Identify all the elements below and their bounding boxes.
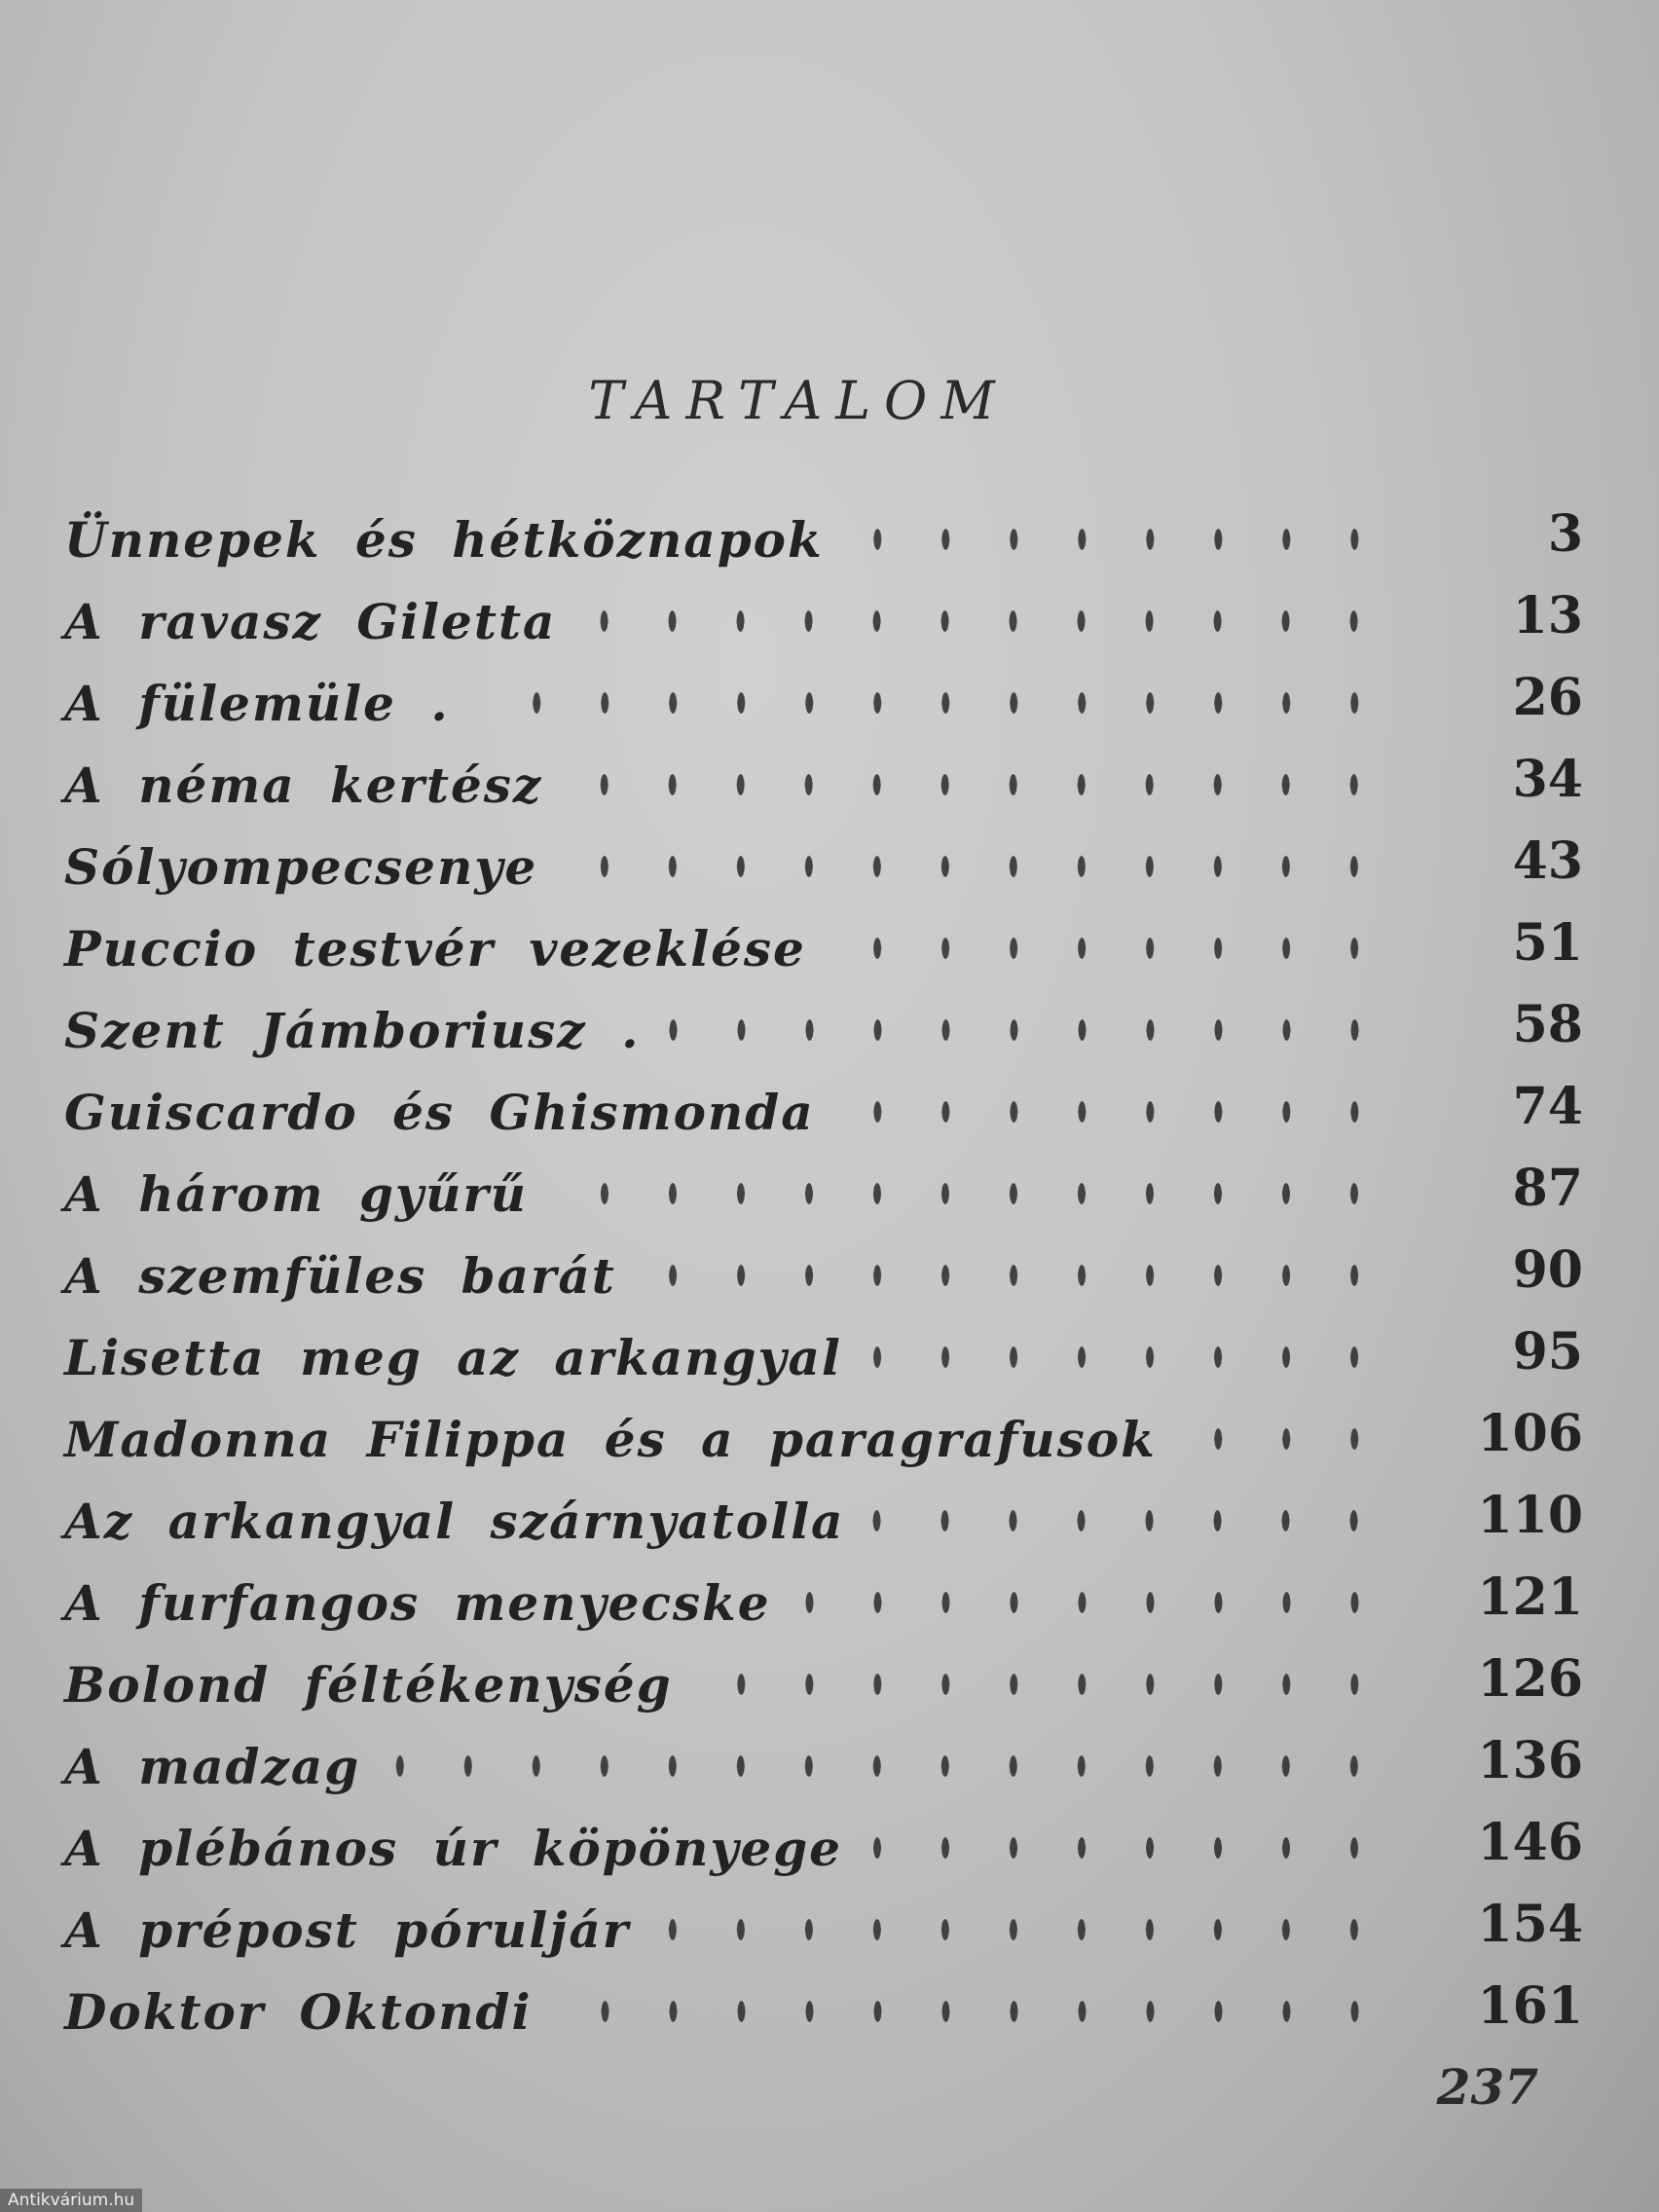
entry-page-number: 121	[1477, 1567, 1583, 1627]
entry-page-number: 74	[1512, 1077, 1583, 1136]
toc-entry	[64, 1889, 1583, 1971]
entry-title: Puccio testvér vezeklése	[64, 919, 806, 977]
entry-title: Ünnepek és hétköznapok	[64, 510, 824, 569]
entry-page-number: 3	[1547, 504, 1583, 564]
dot-leader	[696, 1669, 1388, 1700]
entry-title: A ravasz Giletta	[64, 592, 557, 650]
toc-entry	[64, 989, 1583, 1071]
dot-leader	[640, 1260, 1388, 1291]
page-title: TARTALOM	[588, 370, 1009, 431]
entry-page-number: 126	[1477, 1649, 1583, 1709]
dot-leader	[867, 1505, 1388, 1536]
entry-page-number: 90	[1512, 1240, 1583, 1300]
entry-title: A három gyűrű	[64, 1164, 529, 1223]
dot-leader	[794, 1587, 1388, 1618]
dot-leader	[561, 851, 1388, 882]
entry-title: Doktor Oktondi	[64, 1982, 533, 2041]
entry-title: A néma kertész	[64, 756, 543, 814]
toc-entry	[64, 498, 1583, 580]
toc-entry	[64, 1971, 1583, 2052]
entry-title: A szemfüles barát	[64, 1246, 616, 1305]
toc-entry	[64, 1807, 1583, 1889]
entry-title: Sólyompecsenye	[64, 837, 538, 896]
dot-leader	[556, 1996, 1389, 2027]
page-number: 237	[1436, 2058, 1538, 2116]
entry-page-number: 161	[1477, 1976, 1583, 2036]
entry-title: Guiscardo és Ghismonda	[64, 1083, 815, 1141]
table-of-contents	[64, 498, 1583, 2052]
entry-page-number: 110	[1477, 1486, 1583, 1545]
toc-entry	[64, 1071, 1583, 1153]
entry-page-number: 34	[1512, 750, 1583, 809]
entry-title: Az arkangyal szárnyatolla	[64, 1492, 845, 1550]
entry-page-number: 51	[1512, 913, 1583, 973]
dot-leader	[866, 1832, 1388, 1863]
entry-page-number: 95	[1512, 1322, 1583, 1382]
dot-leader	[473, 687, 1388, 719]
dot-leader	[866, 1342, 1388, 1373]
entry-page-number: 106	[1477, 1404, 1583, 1463]
entry-title: A prépost póruljár	[64, 1900, 631, 1959]
entry-page-number: 13	[1512, 586, 1583, 645]
entry-title: A furfangos menyecske	[64, 1573, 771, 1632]
dot-leader	[384, 1751, 1388, 1782]
dot-leader	[664, 1014, 1389, 1046]
toc-entry	[64, 1643, 1583, 1725]
dot-leader	[653, 1914, 1388, 1945]
entry-page-number: 87	[1512, 1159, 1583, 1218]
entry-title: Lisetta meg az arkangyal	[64, 1328, 842, 1386]
toc-entry	[64, 1725, 1583, 1807]
entry-page-number: 154	[1477, 1895, 1583, 1954]
entry-title: A plébános úr köpönyege	[64, 1819, 842, 1877]
entry-page-number: 146	[1477, 1813, 1583, 1872]
entry-title: A fülemüle .	[64, 674, 450, 732]
toc-entry	[64, 1398, 1583, 1480]
toc-entry	[64, 826, 1583, 907]
toc-entry	[64, 907, 1583, 989]
dot-leader	[566, 769, 1388, 800]
dot-leader	[838, 1096, 1388, 1127]
toc-entry	[64, 662, 1583, 744]
toc-entry	[64, 1562, 1583, 1643]
dot-leader	[830, 933, 1388, 964]
entry-title: Madonna Filippa és a paragrafusok	[64, 1410, 1157, 1468]
toc-entry	[64, 580, 1583, 662]
entry-title: Szent Jámboriusz .	[64, 1001, 641, 1059]
entry-title: Bolond féltékenység	[64, 1655, 673, 1714]
dot-leader	[1180, 1423, 1388, 1455]
entry-page-number: 43	[1512, 831, 1583, 891]
dot-leader	[551, 1178, 1388, 1209]
entry-page-number: 26	[1512, 668, 1583, 727]
toc-entry	[64, 1316, 1583, 1398]
watermark: Antikvárium.hu	[0, 2189, 142, 2212]
toc-entry	[64, 1480, 1583, 1562]
toc-entry	[64, 744, 1583, 826]
entry-page-number: 136	[1477, 1731, 1583, 1790]
entry-title: A madzag	[64, 1737, 361, 1795]
toc-entry	[64, 1235, 1583, 1316]
entry-page-number: 58	[1512, 995, 1583, 1054]
dot-leader	[847, 524, 1388, 555]
dot-leader	[579, 606, 1388, 637]
toc-entry	[64, 1153, 1583, 1235]
